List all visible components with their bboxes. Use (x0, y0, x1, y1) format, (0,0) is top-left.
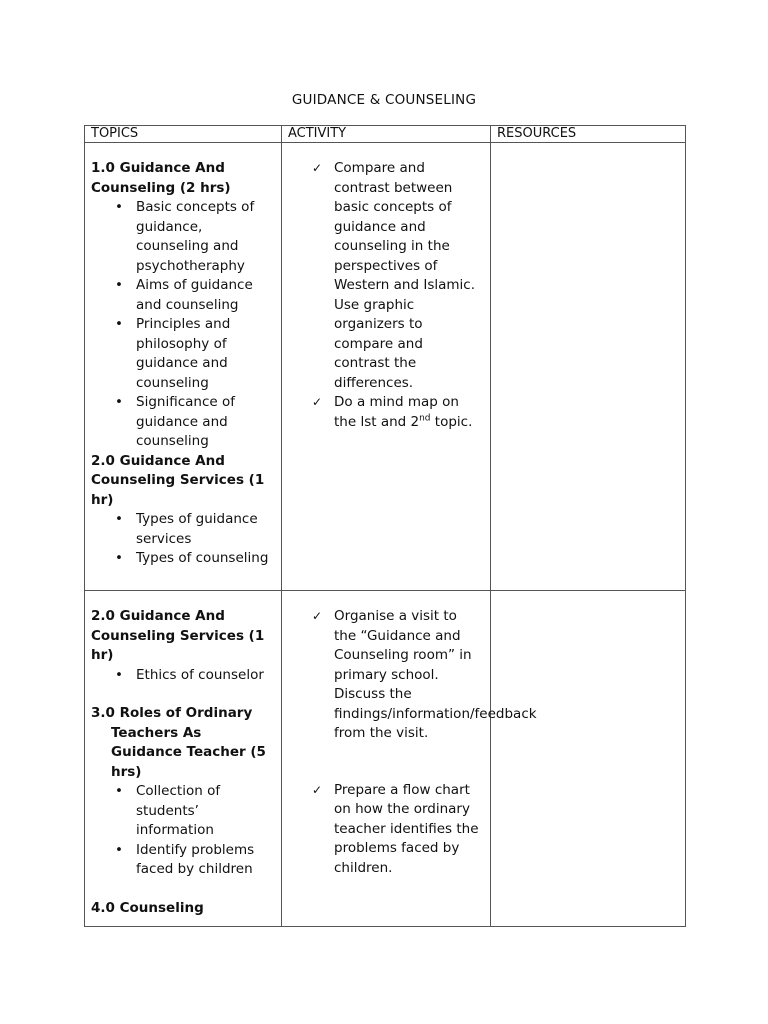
activity-text-tail: topic. (430, 413, 473, 430)
list-item (91, 315, 275, 393)
list-item (91, 510, 275, 549)
topic-bullet-list (91, 666, 275, 686)
list-item-text: Aims of guidance and counseling (136, 277, 253, 313)
topic-heading: 1.0 Guidance And Counseling (2 hrs) (91, 160, 231, 196)
list-item (288, 607, 537, 744)
list-item-text: Basic concepts of guidance, counseling and psychotheraphy (136, 199, 255, 274)
checkmark-icon: ✓ (312, 609, 323, 623)
header-activity: ACTIVITY (282, 126, 491, 143)
header-topics: TOPICS (85, 126, 282, 143)
list-item (91, 276, 275, 315)
bullet-dot-icon: • (115, 550, 123, 566)
activity-text: Organise a visit to the “Guidance and Counseling room” in primary school. Discuss the findings/information/feedback from the visit. (334, 608, 537, 741)
activity-text: Do a mind map on the lst and 2 (334, 394, 459, 430)
activity-check-list (288, 159, 484, 432)
header-resources: RESOURCES (491, 126, 686, 143)
list-item-text: Significance of guidance and counseling (136, 394, 235, 449)
bullet-dot-icon: • (115, 783, 123, 799)
table-row (85, 591, 686, 927)
syllabus-table (84, 125, 686, 927)
checkmark-icon: ✓ (312, 161, 323, 175)
activity-check-list (288, 607, 537, 878)
list-item (288, 393, 484, 432)
resources-cell (491, 591, 686, 927)
activity-cell (282, 143, 491, 591)
list-item-text: Types of counseling (136, 550, 269, 566)
table-row (85, 143, 686, 591)
table-header-row (85, 126, 686, 143)
list-item-text: Principles and philosophy of guidance and counseling (136, 316, 231, 391)
list-item (288, 159, 484, 393)
list-item (288, 781, 484, 879)
list-item (91, 666, 275, 686)
topic-bullet-list (91, 198, 275, 452)
checkmark-icon: ✓ (312, 395, 323, 409)
topics-cell (85, 591, 282, 927)
bullet-dot-icon: • (115, 277, 123, 293)
activity-cell (282, 591, 537, 927)
topic-heading: 4.0 Counseling (91, 899, 204, 916)
list-item-text: Types of guidance services (136, 511, 258, 547)
list-item (91, 782, 275, 841)
activity-text: Compare and contrast between basic concepts of guidance and counseling in the perspectives of Western and Islamic. Use graphic organizers to compare and contrast the differences. (334, 160, 475, 391)
bullet-dot-icon: • (115, 394, 123, 410)
topic-heading: 3.0 Roles of Ordinary Teachers As Guidance Teacher (5 hrs) (91, 705, 266, 780)
document-title: GUIDANCE & COUNSELING (291, 92, 477, 108)
list-item (91, 549, 275, 569)
activity-text: Prepare a flow chart on how the ordinary teacher identifies the problems faced by children. (334, 781, 479, 876)
topics-cell (85, 143, 282, 591)
resources-cell (491, 143, 686, 591)
ordinal-superscript: nd (419, 413, 431, 423)
topic-bullet-list (91, 782, 275, 880)
bullet-dot-icon: • (115, 316, 123, 332)
topic-bullet-list (91, 510, 275, 569)
list-item (91, 198, 275, 276)
bullet-dot-icon: • (115, 666, 123, 683)
checkmark-icon: ✓ (312, 782, 323, 797)
list-item (91, 841, 275, 880)
bullet-dot-icon: • (115, 841, 123, 858)
list-item-text: Identify problems faced by children (136, 841, 255, 877)
bullet-dot-icon: • (115, 511, 123, 527)
list-item-text: Collection of students’ information (136, 783, 221, 838)
topic-heading: 2.0 Guidance And Counseling Services (1 hr) (91, 452, 265, 508)
list-item (91, 393, 275, 452)
topic-heading: 2.0 Guidance And Counseling Services (1 hr) (91, 608, 265, 663)
bullet-dot-icon: • (115, 199, 123, 215)
list-item-text: Ethics of counselor (136, 666, 264, 683)
